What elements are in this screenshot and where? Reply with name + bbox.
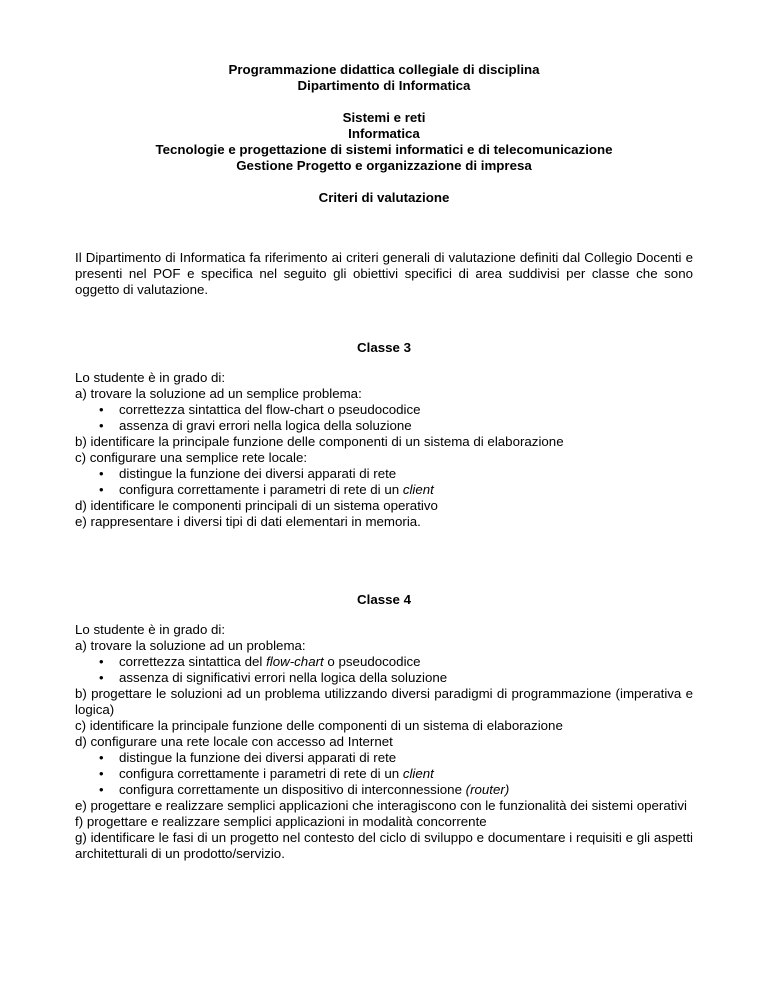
bullet-icon: • xyxy=(99,402,104,417)
bullet-list xyxy=(75,466,693,498)
bullet-icon: • xyxy=(99,766,104,781)
subject-item: Gestione Progetto e organizzazione di impresa xyxy=(236,158,532,173)
list-item: • assenza di significativi errori nella logica della soluzione xyxy=(99,670,448,685)
objective-e: e) progettare e realizzare semplici applicazioni che interagiscono con le funzionalità dei sistemi operativi xyxy=(75,798,687,813)
bullet-list xyxy=(75,654,693,686)
list-item: • correttezza sintattica del flow-chart o pseudocodice xyxy=(99,402,421,417)
section-title-classe-4: Classe 4 xyxy=(357,592,411,607)
section-classe-4 xyxy=(75,622,693,862)
header-title: Programmazione didattica collegiale di disciplina xyxy=(228,62,540,77)
bullet-icon: • xyxy=(99,782,104,797)
document-header xyxy=(75,62,693,94)
section-title-classe-3: Classe 3 xyxy=(357,340,411,355)
subjects-list xyxy=(75,110,693,174)
intro-paragraph: Il Dipartimento di Informatica fa riferimento ai criteri generali di valutazione definiti dal Collegio Docenti e presenti nel POF e specifica nel seguito gli obiettivi specifici di area suddivisi per classe che sono oggetto di valutazione. xyxy=(75,250,693,297)
bullet-icon: • xyxy=(99,670,104,685)
list-item: • distingue la funzione dei diversi apparati di rete xyxy=(99,750,397,765)
bullet-icon: • xyxy=(99,750,104,765)
objective-c: c) configurare una semplice rete locale: xyxy=(75,450,308,465)
document-page xyxy=(75,62,693,862)
bullet-icon: • xyxy=(99,418,104,433)
criteria-title: Criteri di valutazione xyxy=(318,190,450,205)
objective-d: d) identificare le componenti principali di un sistema operativo xyxy=(75,498,438,513)
bullet-icon: • xyxy=(99,482,104,497)
header-department: Dipartimento di Informatica xyxy=(297,78,471,93)
list-item: • configura correttamente un dispositivo di interconnessione (router) xyxy=(99,782,510,797)
lead-text: Lo studente è in grado di: xyxy=(75,622,226,637)
objective-d: d) configurare una rete locale con accesso ad Internet xyxy=(75,734,393,749)
subject-item: Informatica xyxy=(348,126,420,141)
section-classe-3 xyxy=(75,370,693,530)
objective-e: e) rappresentare i diversi tipi di dati elementari in memoria. xyxy=(75,514,421,529)
subject-item: Sistemi e reti xyxy=(342,110,426,125)
subject-item: Tecnologie e progettazione di sistemi informatici e di telecomunicazione xyxy=(155,142,613,157)
objective-g: g) identificare le fasi di un progetto nel contesto del ciclo di sviluppo e documentare i requisiti e gli aspetti architetturali di un prodotto/servizio. xyxy=(75,830,693,861)
bullet-icon: • xyxy=(99,654,104,669)
list-item: • assenza di gravi errori nella logica della soluzione xyxy=(99,418,412,433)
list-item: • distingue la funzione dei diversi apparati di rete xyxy=(99,466,397,481)
objective-b: b) progettare le soluzioni ad un problema utilizzando diversi paradigmi di programmazione (imperativa e logica) xyxy=(75,686,693,717)
lead-text: Lo studente è in grado di: xyxy=(75,370,226,385)
objective-a: a) trovare la soluzione ad un semplice problema: xyxy=(75,386,362,401)
bullet-list xyxy=(75,750,693,798)
list-item: • configura correttamente i parametri di rete di un client xyxy=(99,766,434,781)
objective-a: a) trovare la soluzione ad un problema: xyxy=(75,638,306,653)
objective-b: b) identificare la principale funzione delle componenti di un sistema di elaborazione xyxy=(75,434,564,449)
list-item: • correttezza sintattica del flow-chart o pseudocodice xyxy=(99,654,421,669)
bullet-list xyxy=(75,402,693,434)
objective-f: f) progettare e realizzare semplici applicazioni in modalità concorrente xyxy=(75,814,487,829)
objective-c: c) identificare la principale funzione delle componenti di un sistema di elaborazione xyxy=(75,718,563,733)
bullet-icon: • xyxy=(99,466,104,481)
list-item: • configura correttamente i parametri di rete di un client xyxy=(99,482,434,497)
